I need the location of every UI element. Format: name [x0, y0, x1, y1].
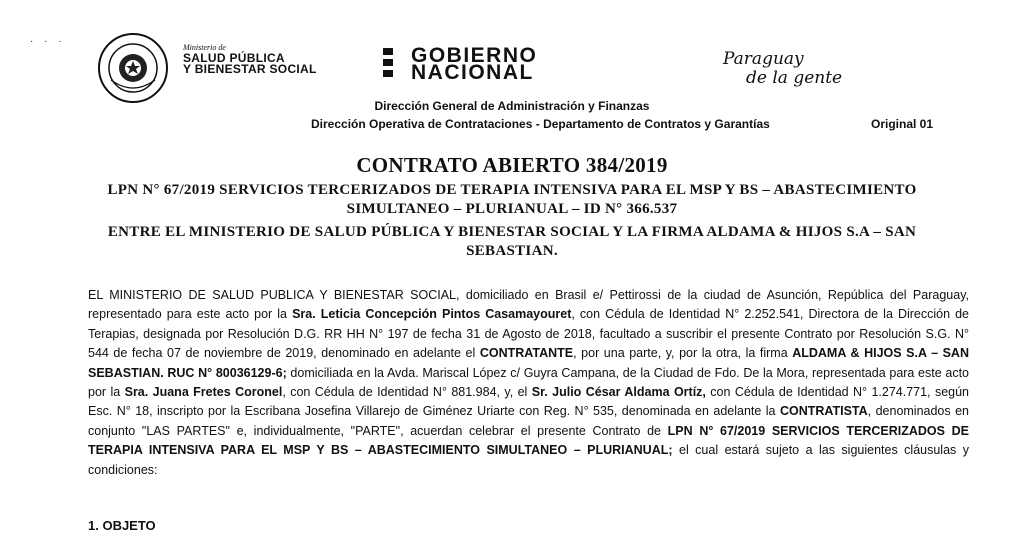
section-heading-objeto: 1. OBJETO — [88, 518, 156, 533]
representative-name: Sra. Leticia Concepción Pintos Casamayouret — [292, 307, 572, 322]
contract-subtitle: LPN N° 67/2019 SERVICIOS TERCERIZADOS DE TERAPIA INTENSIVA PARA EL MSP Y BS – ABASTECIMIENTO SIMULTANEO – PLURIANUAL – ID N° 366.537 — [107, 182, 917, 217]
intro-text-8: el cual estará sujeto a las siguientes cláusulas y condiciones: — [88, 443, 969, 477]
ministry-seal-logo — [97, 32, 169, 104]
ministry-line-2: Y BIENESTAR SOCIAL — [183, 62, 317, 76]
intro-text-4: domiciliada en la Avda. Mariscal López c/ Guyra Campana, de la Ciudad de Fdo. De la Mora, representada para este acto por la — [88, 365, 969, 400]
firm-representative-1: Sra. Juana Fretes Coronel — [124, 385, 283, 400]
contract-title: CONTRATO ABIERTO 384/2019 — [356, 153, 668, 177]
ministry-name-block — [183, 42, 317, 75]
intro-text-6: con Cédula de Identidad N° 1.274.771, según Esc. N° 18, inscripto por la Escribana Josefina Villarejo de Giménez Uriarte con Reg. N° 535, denominada en adelante la — [88, 385, 969, 419]
contratante-label: CONTRATANTE — [479, 346, 574, 361]
original-label: Original 01 — [871, 117, 934, 131]
direccion-general: Dirección General de Administración y Finanzas — [374, 99, 650, 113]
gobierno-mark-icon — [383, 48, 393, 78]
contratista-label: CONTRATISTA — [779, 404, 868, 419]
scan-marks: · · · — [30, 36, 66, 47]
contract-intro-paragraph — [88, 286, 969, 480]
gobierno-line-2: NACIONAL — [411, 61, 534, 84]
intro-text-2: , con Cédula de Identidad N° 2.252.541, Directora de la Dirección de Terapias, designada por Resolución D.G. RR HH N° 197 de fecha 31 de Agosto de 2018, facultado a suscribir el presente Contrato por Resolución S.G. N° 544 de fecha 07 de noviembre de 2019, denominado en adelante el — [88, 307, 970, 361]
ministry-small-label: Ministerio de — [183, 43, 226, 52]
gobierno-line-1: GOBIERNO — [411, 44, 538, 67]
intro-text-7: , denominados en conjunto "LAS PARTES" e, individualmente, "PARTE", acuerdan celebrar el presente Contrato de — [88, 404, 969, 438]
ministry-line-1: SALUD PÚBLICA — [183, 51, 285, 65]
slogan-line-2: de la gente — [746, 68, 843, 88]
paraguay-slogan — [723, 50, 842, 88]
direccion-operativa: Dirección Operativa de Contrataciones - Departamento de Contratos y Garantías — [311, 117, 770, 131]
tender-reference: LPN N° 67/2019 SERVICIOS TERCERIZADOS DE TERAPIA INTENSIVA PARA EL MSP Y BS – ABASTECIMIENTO SIMULTANEO – PLURIANUAL; — [88, 423, 969, 458]
contract-parties-line: ENTRE EL MINISTERIO DE SALUD PÚBLICA Y BIENESTAR SOCIAL Y LA FIRMA ALDAMA & HIJOS S.A – SAN SEBASTIAN. — [107, 224, 917, 259]
intro-text-1: EL MINISTERIO DE SALUD PUBLICA Y BIENESTAR SOCIAL, domiciliado en Brasil e/ Pettirossi de la ciudad de Asunción, República del Paraguay, representado para este acto por la — [88, 288, 969, 322]
slogan-line-1: Paraguay — [723, 49, 804, 69]
intro-text-5: , con Cédula de Identidad N° 881.984, y, el — [282, 385, 532, 400]
gobierno-nacional-logo — [411, 44, 538, 84]
firm-name: ALDAMA & HIJOS S.A – SAN SEBASTIAN. RUC N° 80036129-6; — [88, 346, 969, 380]
firm-representative-2: Sr. Julio César Aldama Ortíz, — [531, 385, 706, 400]
intro-text-3: , por una parte, y, por la otra, la firma — [573, 346, 793, 361]
